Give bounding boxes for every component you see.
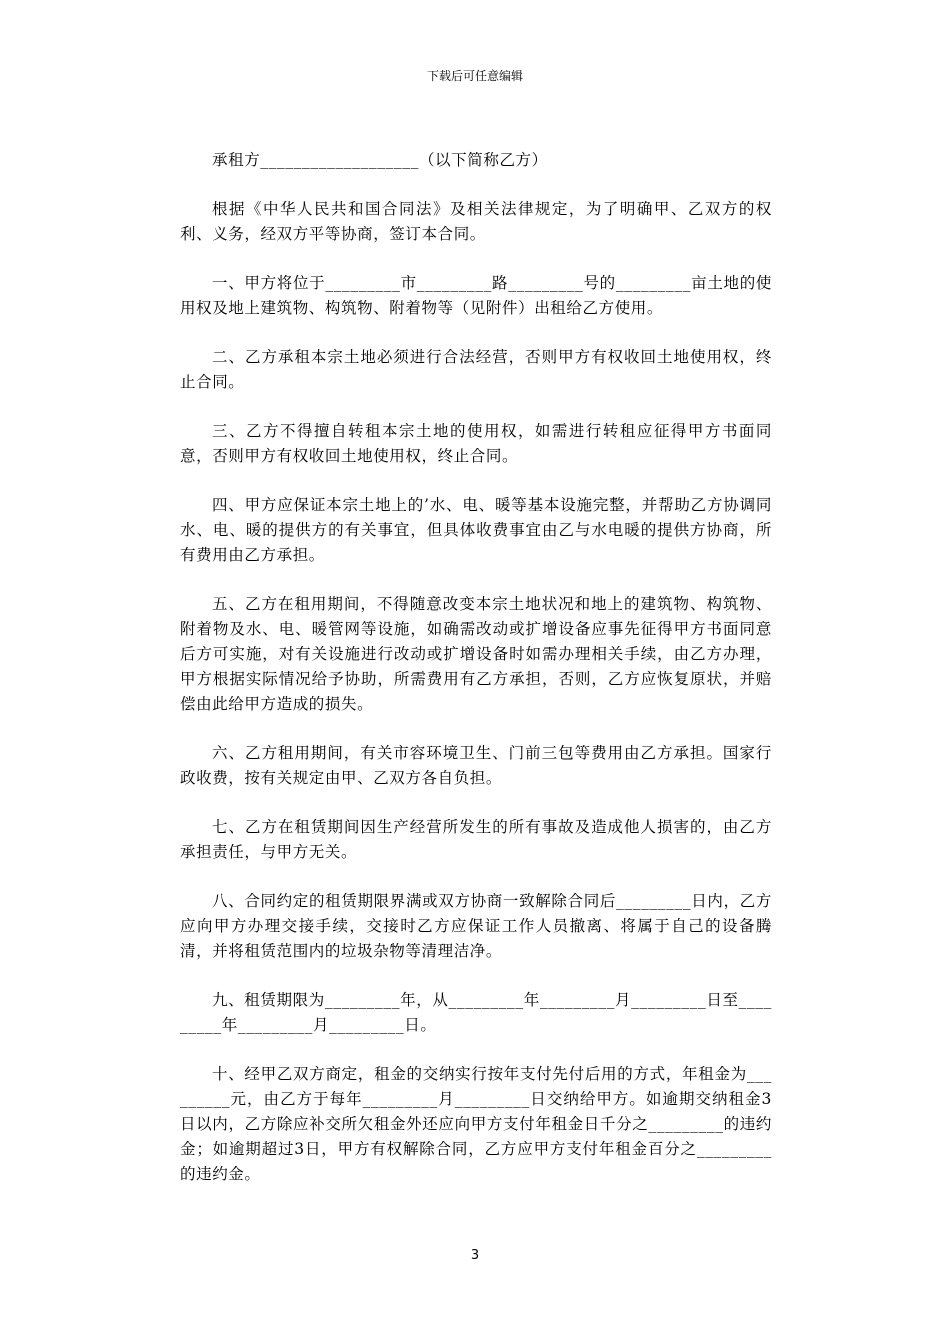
paragraph-clause-6: 六、乙方租用期间，有关市容环境卫生、门前三包等费用由乙方承担。国家行政收费，按有关规定由甲、乙双方各自负担。 bbox=[180, 744, 772, 787]
document-body bbox=[180, 148, 772, 1211]
paragraph-clause-9: 九、租赁期限为_________年，从_________年_________月_________日至_________年_________月_________日。 bbox=[180, 991, 772, 1034]
paragraph-clause-1: 一、甲方将位于_________市_________路_________号的_________亩土地的使用权及地上建筑物、构筑物、附着物等（见附件）出租给乙方使用。 bbox=[180, 274, 772, 317]
paragraph-clause-8: 八、合同约定的租赁期限界满或双方协商一致解除合同后_________日内，乙方应向甲方办理交接手续，交接时乙方应保证工作人员撤离、将属于自己的设备腾清，并将租赁范围内的垃圾杂物等清理洁净。 bbox=[180, 892, 772, 960]
paragraph-clause-4: 四、甲方应保证本宗土地上的’水、电、暖等基本设施完整，并帮助乙方协调同水、电、暖的提供方的有关事宜，但具体收费事宜由乙与水电暖的提供方协商，所有费用由乙方承担。 bbox=[180, 496, 772, 564]
paragraph-clause-10: 十、经甲乙双方商定，租金的交纳实行按年支付先付后用的方式，年租金为_________元，由乙方于每年_________月_________日交纳给甲方。如逾期交纳租金3日以内，乙方除应补交所欠租金外还应向甲方支付年租金日千分之_________的违约金；如逾期超过3日，甲方有权解除合同，乙方应甲方支付年租金百分之_________的违约金。 bbox=[180, 1065, 772, 1183]
paragraph-lessee: 承租方___________________（以下简称乙方） bbox=[212, 151, 548, 169]
paragraph-clause-7: 七、乙方在租赁期间因生产经营所发生的所有事故及造成他人损害的，由乙方承担责任，与甲方无关。 bbox=[180, 818, 772, 861]
paragraph-clause-5: 五、乙方在租用期间，不得随意改变本宗土地状况和地上的建筑物、构筑物、附着物及水、电、暖管网等设施，如确需改动或扩增设备应事先征得甲方书面同意后方可实施，对有关设施进行改动或扩增设备时如需办理相关手续，由乙方办理，甲方根据实际情况给予协助，所需费用有乙方承担，否则，乙方应恢复原状，并赔偿由此给甲方造成的损失。 bbox=[180, 595, 772, 713]
page-header: 下载后可任意编辑 bbox=[426, 69, 523, 83]
page-number: 3 bbox=[470, 1248, 480, 1263]
paragraph-clause-3: 三、乙方不得擅自转租本宗土地的使用权，如需进行转租应征得甲方书面同意，否则甲方有权收回土地使用权，终止合同。 bbox=[180, 422, 772, 465]
paragraph-clause-2: 二、乙方承租本宗土地必须进行合法经营，否则甲方有权收回土地使用权，终止合同。 bbox=[180, 348, 772, 391]
paragraph-preamble: 根据《中华人民共和国合同法》及相关法律规定，为了明确甲、乙双方的权利、义务，经双方平等协商，签订本合同。 bbox=[180, 200, 772, 243]
